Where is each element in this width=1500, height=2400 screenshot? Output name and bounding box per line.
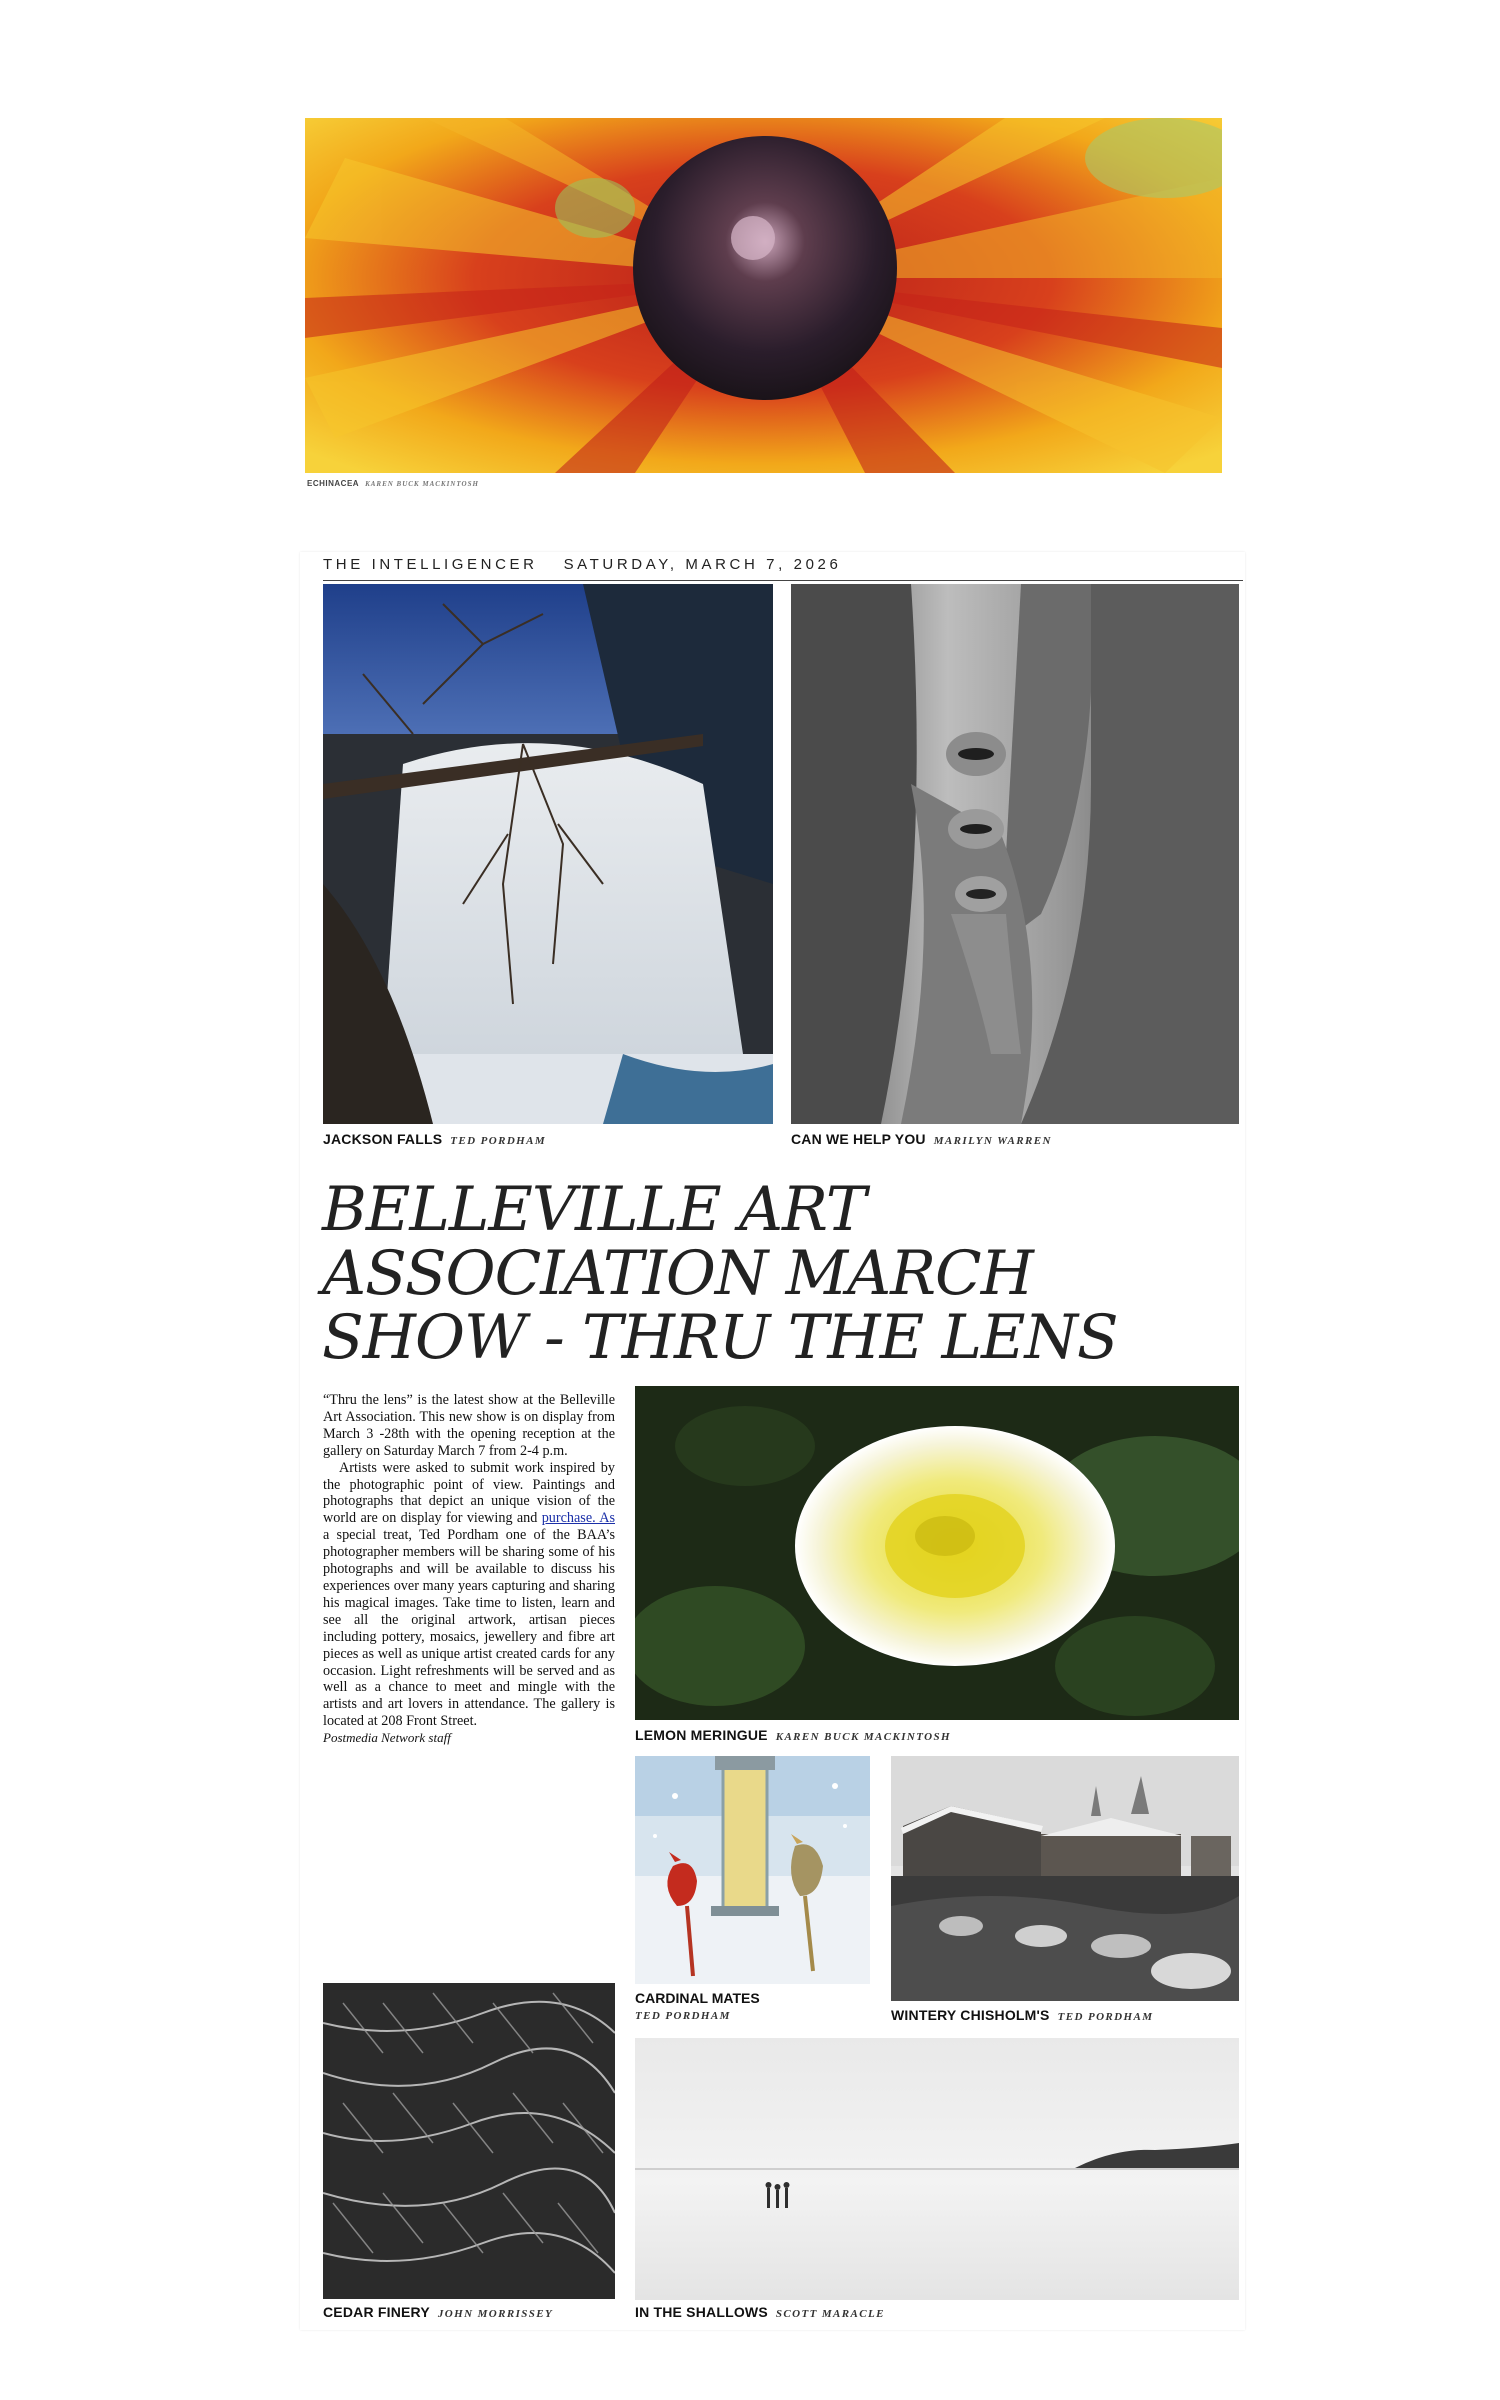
- wintery-chisholms-photo: [891, 1756, 1239, 2001]
- masthead: [323, 556, 867, 573]
- in-the-shallows-photo: [635, 2038, 1239, 2300]
- jackson-falls-photo: [323, 584, 773, 1124]
- cardinal-mates-credit: TED PORDHAM: [635, 2010, 731, 2022]
- cedar-finery-title: CEDAR FINERY: [323, 2304, 430, 2320]
- in-the-shallows-credit: SCOTT MARACLE: [775, 2308, 885, 2320]
- echinacea-title: ECHINACEA: [307, 479, 360, 488]
- article-p2-text-end: a special treat, Ted Pordham one of the BAA’s photographer members will be sharing some of his photographs and will be available to discuss his experiences over many years capturing and sharing his magical images. Take time to listen, learn and see all the original artwork, artisan pieces including pottery, mosaics, jewellery and fibre art pieces as well as unique artist created cards for any occasion. Light refreshments will be served and as well as a chance to meet and mingle with the artists and art lovers in attendance. The gallery is located at 208 Front Street.: [323, 1527, 615, 1730]
- can-we-help-you-caption: [791, 1131, 1052, 1147]
- echinacea-caption: [307, 479, 479, 488]
- echinacea-credit: KAREN BUCK MACKINTOSH: [365, 480, 479, 488]
- headline-line-3: SHOW - THRU THE LENS: [322, 1302, 1118, 1373]
- cedar-finery-caption: [323, 2304, 553, 2320]
- lemon-meringue-title: LEMON MERINGUE: [635, 1727, 768, 1743]
- jackson-falls-caption: [323, 1131, 546, 1147]
- lemon-meringue-caption: [635, 1727, 951, 1743]
- lemon-meringue-credit: KAREN BUCK MACKINTOSH: [775, 1731, 952, 1743]
- wintery-chisholms-title: WINTERY CHISHOLM'S: [891, 2007, 1050, 2023]
- jackson-falls-credit: TED PORDHAM: [450, 1135, 547, 1147]
- jackson-falls-title: JACKSON FALLS: [323, 1131, 443, 1147]
- headline-line-2: ASSOCIATION MARCH: [322, 1238, 1033, 1309]
- in-the-shallows-caption: [635, 2304, 885, 2320]
- cardinal-mates-photo: [635, 1756, 870, 1984]
- cedar-finery-credit: JOHN MORRISSEY: [437, 2308, 554, 2320]
- paper-name: THE INTELLIGENCER: [323, 556, 538, 573]
- lemon-meringue-photo: [635, 1386, 1239, 1720]
- wintery-chisholms-credit: TED PORDHAM: [1057, 2011, 1154, 2023]
- wintery-chisholms-caption: [891, 2007, 1153, 2023]
- headline: [322, 1174, 1252, 1373]
- headline-line-1: BELLEVILLE ART: [322, 1174, 866, 1245]
- echinacea-photo: [305, 118, 1222, 473]
- article-byline: Postmedia Network staff: [323, 1730, 451, 1746]
- article-p2-text: Artists were asked to submit work inspired by the photographic point of view. Paintings and photographs that depict an unique vision of the world are on display for viewing and: [323, 1459, 615, 1527]
- cardinal-mates-title: CARDINAL MATES: [635, 1990, 760, 2006]
- article-paragraph-2: [323, 1460, 615, 1731]
- masthead-rule: [323, 580, 1243, 581]
- article-paragraph-1: “Thru the lens” is the latest show at the Belleville Art Association. This new show is on display from March 3 -28th with the opening reception at the gallery on Saturday March 7 from 2-4 p.m.: [323, 1392, 615, 1459]
- can-we-help-you-credit: MARILYN WARREN: [933, 1135, 1052, 1147]
- issue-date: SATURDAY, MARCH 7, 2026: [563, 556, 842, 573]
- purchase-link[interactable]: purchase. As: [541, 1510, 615, 1527]
- cedar-finery-photo: [323, 1983, 615, 2299]
- in-the-shallows-title: IN THE SHALLOWS: [635, 2304, 768, 2320]
- can-we-help-you-title: CAN WE HELP YOU: [791, 1131, 926, 1147]
- cardinal-mates-caption: [635, 1989, 760, 2025]
- article-body: [323, 1392, 615, 1747]
- can-we-help-you-photo: [791, 584, 1239, 1124]
